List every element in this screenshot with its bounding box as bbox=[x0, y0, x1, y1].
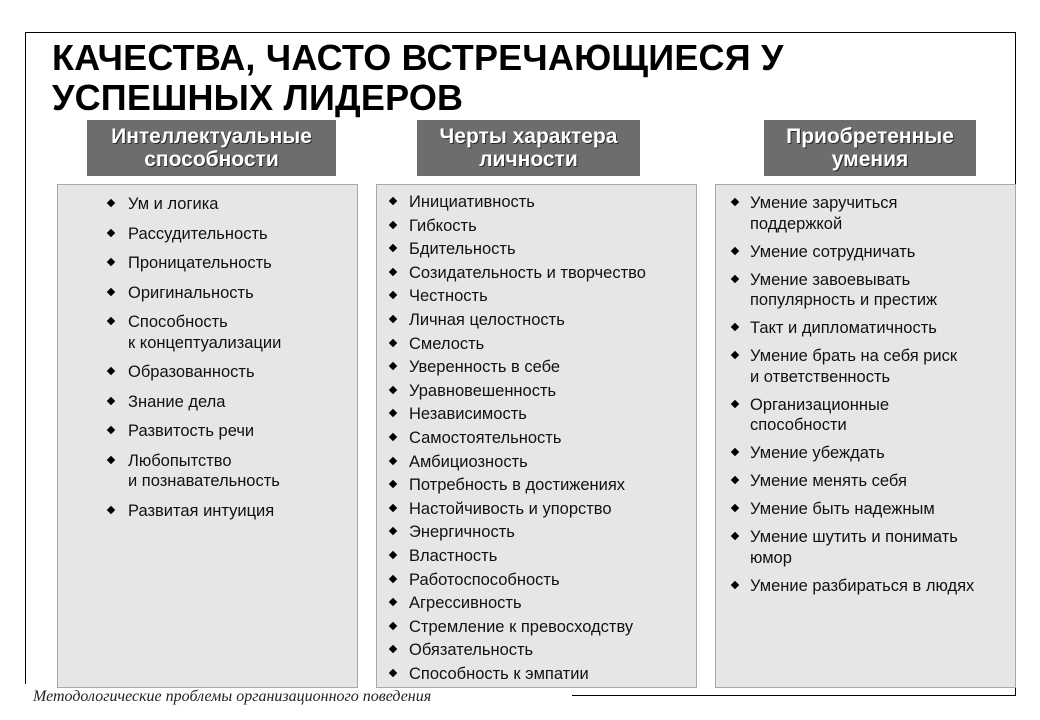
quality-text: Умение быть надежным bbox=[750, 500, 935, 518]
quality-item bbox=[390, 475, 646, 496]
column-header-character bbox=[417, 120, 640, 176]
quality-text: Бдительность bbox=[409, 240, 516, 259]
qualities-list-intellectual bbox=[108, 194, 281, 530]
quality-text: Способность bbox=[128, 313, 228, 331]
qualities-list-skills bbox=[732, 193, 974, 604]
title-line-2: УСПЕШНЫХ ЛИДЕРОВ bbox=[52, 77, 464, 118]
quality-text: Умение шутить и понимать bbox=[750, 528, 958, 546]
quality-text: Уверенность в себе bbox=[409, 358, 561, 377]
quality-text: Организационные bbox=[750, 395, 890, 414]
column-header-line: Интеллектуальные bbox=[111, 125, 312, 148]
quality-item bbox=[732, 193, 974, 234]
quality-item bbox=[390, 263, 646, 284]
quality-item bbox=[108, 283, 281, 304]
quality-item bbox=[108, 194, 281, 215]
bullet-diamond-icon bbox=[389, 409, 397, 417]
quality-text: Умение убеждать bbox=[750, 444, 885, 462]
footer-caption: Методологические проблемы организационного поведения bbox=[33, 688, 432, 705]
bullet-diamond-icon bbox=[389, 645, 397, 653]
bullet-diamond-icon bbox=[389, 244, 397, 252]
quality-text: Личная целостность bbox=[409, 310, 565, 329]
bullet-diamond-icon bbox=[389, 551, 397, 559]
bullet-diamond-icon bbox=[731, 476, 739, 484]
quality-item bbox=[732, 527, 974, 568]
bullet-diamond-icon bbox=[107, 505, 115, 513]
quality-text: Настойчивость и упорство bbox=[409, 499, 612, 518]
quality-item bbox=[390, 334, 646, 355]
column-box-character bbox=[376, 184, 697, 688]
quality-item bbox=[390, 546, 646, 567]
quality-item bbox=[108, 253, 281, 274]
quality-text: Смелость bbox=[409, 334, 485, 353]
quality-text: Такт и дипломатичность bbox=[750, 319, 937, 337]
quality-item bbox=[390, 428, 646, 449]
quality-text: Агрессивность bbox=[409, 594, 522, 613]
quality-text: к концептуализации bbox=[128, 333, 282, 352]
quality-text: Способность к эмпатии bbox=[409, 664, 589, 683]
quality-item bbox=[108, 224, 281, 245]
column-header-line: Черты характера bbox=[439, 125, 618, 148]
column-header-intellectual bbox=[87, 120, 336, 176]
quality-text: Инициативность bbox=[409, 193, 535, 211]
quality-item bbox=[732, 346, 974, 387]
quality-text: популярность и престиж bbox=[750, 291, 938, 309]
quality-item bbox=[732, 499, 974, 520]
bullet-diamond-icon bbox=[389, 362, 397, 370]
bullet-diamond-icon bbox=[731, 274, 739, 282]
bullet-diamond-icon bbox=[389, 291, 397, 299]
quality-text: Оригинальность bbox=[128, 283, 254, 302]
bullet-diamond-icon bbox=[107, 396, 115, 404]
quality-text: Стремление к превосходству bbox=[409, 617, 634, 636]
quality-item bbox=[390, 593, 646, 614]
bullet-diamond-icon bbox=[389, 386, 397, 394]
quality-item bbox=[108, 421, 281, 442]
bullet-diamond-icon bbox=[389, 621, 397, 629]
quality-text: Энергичность bbox=[409, 523, 515, 542]
quality-item bbox=[390, 617, 646, 638]
column-header-line: умения bbox=[831, 148, 909, 171]
quality-item bbox=[108, 501, 281, 522]
quality-text: Любопытство bbox=[128, 451, 232, 470]
quality-item bbox=[390, 640, 646, 661]
quality-item bbox=[390, 216, 646, 237]
quality-item bbox=[390, 452, 646, 473]
quality-text: юмор bbox=[750, 548, 792, 567]
quality-item bbox=[390, 192, 646, 213]
quality-text: и познавательность bbox=[128, 472, 280, 490]
quality-text: Рассудительность bbox=[128, 224, 268, 243]
quality-text: способности bbox=[750, 416, 847, 434]
bullet-diamond-icon bbox=[389, 197, 397, 205]
quality-text: Амбициозность bbox=[409, 452, 528, 471]
quality-text: Властность bbox=[409, 546, 498, 565]
quality-text: Умение разбираться в людях bbox=[750, 576, 975, 595]
quality-item bbox=[390, 499, 646, 520]
quality-item bbox=[390, 239, 646, 260]
bullet-diamond-icon bbox=[731, 504, 739, 512]
bullet-diamond-icon bbox=[107, 367, 115, 375]
bullet-diamond-icon bbox=[731, 198, 739, 206]
bullet-diamond-icon bbox=[107, 287, 115, 295]
bullet-diamond-icon bbox=[389, 268, 397, 276]
quality-text: Потребность в достижениях bbox=[409, 476, 626, 495]
quality-item bbox=[390, 381, 646, 402]
column-box-intellectual bbox=[57, 184, 358, 688]
quality-text: Знание дела bbox=[128, 392, 226, 411]
quality-item bbox=[390, 570, 646, 591]
bullet-diamond-icon bbox=[389, 480, 397, 488]
title-line-1: КАЧЕСТВА, ЧАСТО ВСТРЕЧАЮЩИЕСЯ У bbox=[52, 37, 784, 78]
bullet-diamond-icon bbox=[731, 580, 739, 588]
bullet-diamond-icon bbox=[107, 317, 115, 325]
quality-text: Гибкость bbox=[409, 216, 477, 235]
bullet-diamond-icon bbox=[389, 669, 397, 677]
quality-text: Образованность bbox=[128, 363, 255, 381]
bullet-diamond-icon bbox=[389, 315, 397, 323]
bullet-diamond-icon bbox=[731, 532, 739, 540]
quality-item bbox=[390, 404, 646, 425]
bullet-diamond-icon bbox=[731, 399, 739, 407]
quality-text: Уравновешенность bbox=[409, 381, 557, 400]
bullet-diamond-icon bbox=[107, 455, 115, 463]
quality-item bbox=[390, 310, 646, 331]
bullet-diamond-icon bbox=[389, 338, 397, 346]
quality-text: Развитость речи bbox=[128, 422, 255, 440]
column-header-line: способности bbox=[144, 148, 279, 171]
page-title bbox=[52, 38, 952, 118]
quality-text: Честность bbox=[409, 287, 488, 306]
qualities-list-character bbox=[390, 192, 646, 687]
quality-item bbox=[390, 664, 646, 685]
bullet-diamond-icon bbox=[389, 456, 397, 464]
quality-text: Умение завоевывать bbox=[750, 270, 911, 289]
quality-item bbox=[390, 522, 646, 543]
frame-left-border bbox=[25, 32, 26, 684]
quality-text: Работоспособность bbox=[409, 570, 560, 589]
quality-text: Ум и логика bbox=[128, 195, 219, 213]
quality-item bbox=[732, 576, 974, 597]
quality-text: Независимость bbox=[409, 405, 527, 424]
bullet-diamond-icon bbox=[107, 426, 115, 434]
quality-text: Умение менять себя bbox=[750, 472, 907, 490]
bullet-diamond-icon bbox=[107, 258, 115, 266]
quality-item bbox=[108, 451, 281, 492]
bullet-diamond-icon bbox=[731, 448, 739, 456]
quality-item bbox=[108, 362, 281, 383]
bullet-diamond-icon bbox=[389, 503, 397, 511]
bullet-diamond-icon bbox=[389, 527, 397, 535]
column-header-skills bbox=[764, 120, 976, 176]
quality-text: Проницательность bbox=[128, 254, 272, 272]
column-header-line: личности bbox=[479, 148, 578, 171]
quality-text: Умение сотрудничать bbox=[750, 242, 916, 261]
quality-text: Умение брать на себя риск bbox=[750, 347, 958, 365]
quality-text: Умение заручиться bbox=[750, 194, 898, 212]
quality-text: и ответственность bbox=[750, 367, 891, 386]
column-header-line: Приобретенные bbox=[786, 125, 954, 148]
bullet-diamond-icon bbox=[107, 228, 115, 236]
quality-item bbox=[732, 395, 974, 436]
quality-item bbox=[732, 443, 974, 464]
quality-item bbox=[390, 357, 646, 378]
bullet-diamond-icon bbox=[731, 246, 739, 254]
bullet-diamond-icon bbox=[107, 199, 115, 207]
column-box-skills bbox=[715, 184, 1016, 688]
quality-item bbox=[732, 242, 974, 263]
bullet-diamond-icon bbox=[389, 220, 397, 228]
bullet-diamond-icon bbox=[731, 323, 739, 331]
quality-item bbox=[108, 392, 281, 413]
quality-item bbox=[390, 286, 646, 307]
bullet-diamond-icon bbox=[389, 433, 397, 441]
quality-text: Созидательность и творчество bbox=[409, 263, 646, 282]
quality-item bbox=[108, 312, 281, 353]
quality-text: поддержкой bbox=[750, 214, 843, 233]
quality-text: Самостоятельность bbox=[409, 428, 562, 447]
quality-text: Развитая интуиция bbox=[128, 501, 275, 520]
bullet-diamond-icon bbox=[731, 351, 739, 359]
quality-text: Обязательность bbox=[409, 641, 534, 660]
bullet-diamond-icon bbox=[389, 598, 397, 606]
quality-item bbox=[732, 318, 974, 339]
bullet-diamond-icon bbox=[389, 574, 397, 582]
footer-divider bbox=[572, 695, 1016, 696]
quality-item bbox=[732, 471, 974, 492]
quality-item bbox=[732, 270, 974, 311]
